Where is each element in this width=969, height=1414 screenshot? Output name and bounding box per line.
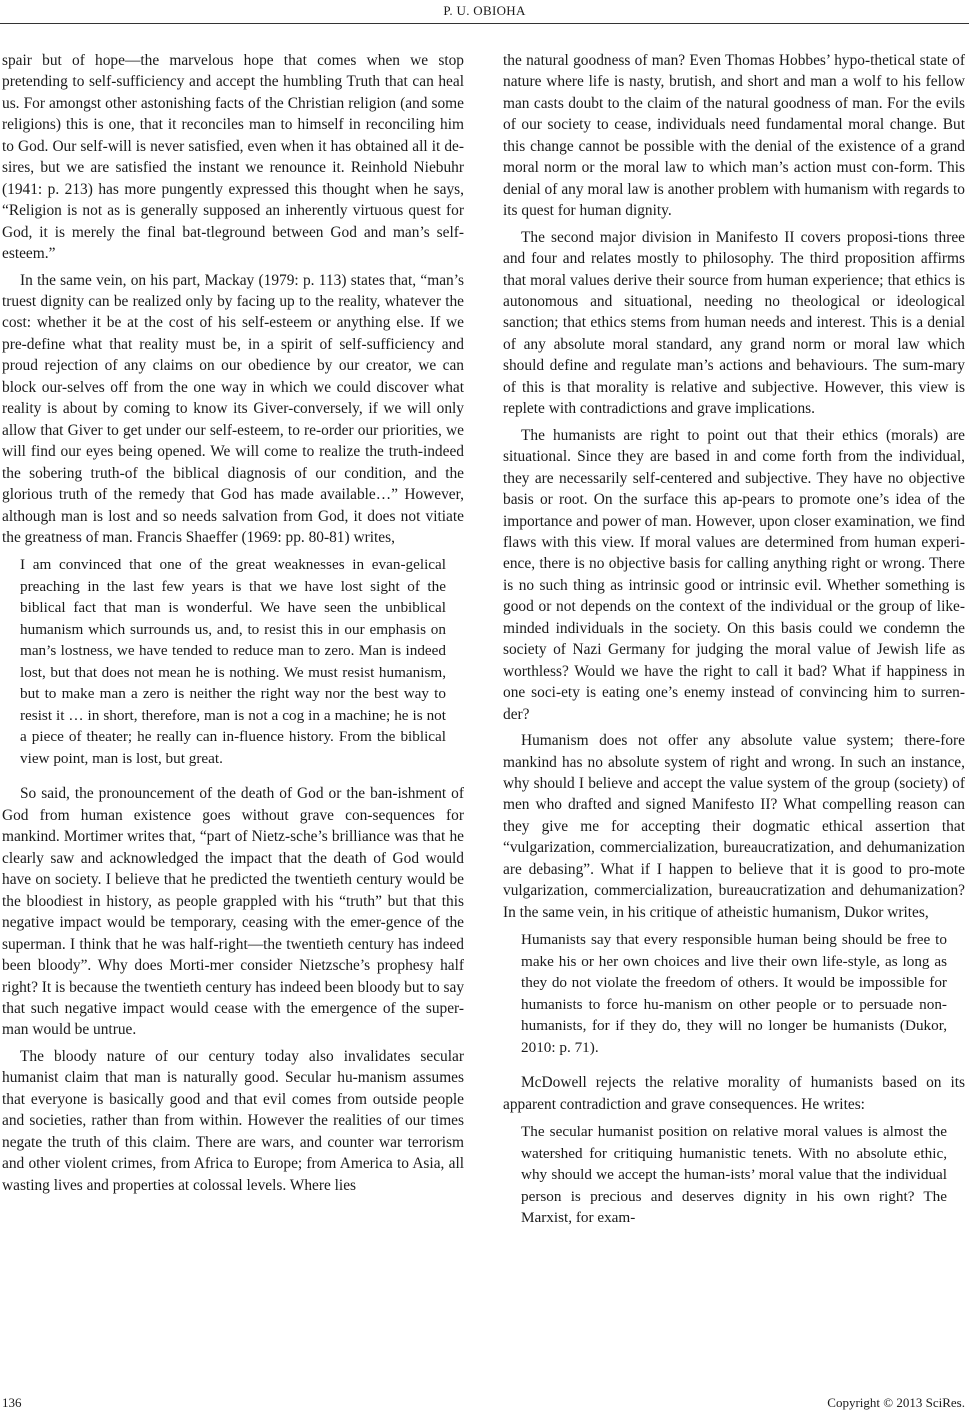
paragraph: So said, the pronouncement of the death of God or the ban-ishment of God from human existence goes without grave con-sequences for mankind. Mortimer writes that, “part of Nietz-sche’s brilliance was that he clearly saw and acknowledged the impact that the death of God would have on society. I believe that he predicted the twentieth century would be the bloodiest in history, as people grappled with his “truth” but that this negative impact would be temporary, ceasing with the emer-gence of the superman. I think that he was half-right—the twentieth century has indeed been bloody”. Why does Morti-mer consider Nietzsche’s prophesy half right? It is because the twentieth century has indeed been bloody but to say that such negative impact would cease with the emergence of the super-man would be untrue. xyxy=(2,785,465,1039)
paragraph: the natural goodness of man? Even Thomas Hobbes’ hypo-thetical state of nature where life is nasty, brutish, and short and man a wolf to his fellow man casts doubt to the claim of the natural goodness of man. For the evils of our society to cease, individuals need fundamental moral change. But this change cannot be possible with the denial of the existence of a grand moral norm or the moral law to which man’s action must con-form. This denial of any moral law is another problem with humanism with regards to its quest for human dignity. xyxy=(503,52,965,220)
paragraph: The second major division in Manifesto II covers proposi-tions three and four and relates mostly to philosophy. The third proposition affirms that moral values derive their source from human experience; that ethics is autonomous and situational, needing no theological or ideological sanction; that ethics stems from human needs and interest. This is a denial of any absolute moral standard, any grand norm or moral law which should define and regulate man’s actions and behaviours. The sum-mary of this is that morality is relative and subjective. However, this view is replete with contradictions and grave implications. xyxy=(503,228,965,418)
header-rule xyxy=(0,23,969,24)
running-head: P. U. OBIOHA xyxy=(443,3,526,18)
block-quote: I am convinced that one of the great weaknesses in evan-gelical preaching in the last few years is that we have lost sight of the biblical fact that man is wonderful. We have seen the unbiblical humanism which surrounds us, and, to resist this in our emphasis on man’s lostness, we have tended to reduce man to zero. Man is indeed lost, but that does not mean he is nothing. We must resist humanism, but to make man a zero is neither the right way nor the best way to resist it … in short, therefore, man is not a cog in a machine; he is not a piece of theater; he really can in-fluence history. From the biblical view point, man is lost, but great. xyxy=(20,556,446,767)
paragraph: spair but of hope—the marvelous hope that comes when we stop pretending to self-sufficiency and accept the humbling Truth that can heal us. For amongst other astonishing facts of the Christian religion (and some religions) this is one, that it reconciles man to himself in reconciling him to God. Our self-will is never satisfied, even when it has obtained all it de-sires, but we are satisfied the instant we renounce it. Reinhold Niebuhr (1941: p. 213) has more pungently expressed this thought when he says, “Religion is not as is generally supposed an inherently virtuous quest for God, it is merely the final bat-tleground between God and man’s self-esteem.” xyxy=(2,52,464,263)
copyright-notice: Copyright © 2013 SciRes. xyxy=(827,1395,965,1410)
page-number: 136 xyxy=(2,1395,22,1410)
block-quote: Humanists say that every responsible human being should be free to make his or her own choices and live their own life-style, as long as they do not violate the freedom of others. It would be impossible for humanists to force hu-manism on other people or to persuade non-humanists, for if they do, they will no longer be humanists (Dukor, 2010: p. 71). xyxy=(521,931,947,1056)
right-column xyxy=(503,50,965,1243)
paragraph: In the same vein, on his part, Mackay (1979: p. 113) states that, “man’s truest dignity can be realized only by facing up to the reality, whatever the cost: whether it be at the cost of his self-esteem or anything else. If we pre-define what that reality must be, in a spirit of self-sufficiency and proud rejection of any claims on our obedience by our creator, we can block our-selves off from the one way in which we could discover what reality is about by coming to know its Giver-conversely, if we will only allow that Giver to get under our self-esteem, to re-order our priorities, we will find our eyes being opened. We will come to realize the truth-indeed the sobering truth-of the biblical diagnosis of our condition, and the glorious truth of the remedy that God has made available…” However, although man is lost and so needs salvation from God, it does not vitiate the greatness of man. Francis Shaeffer (1969: pp. 80-81) writes, xyxy=(2,271,464,546)
paragraph: The humanists are right to point out that their ethics (morals) are situational. Since they are based in and come forth from the individual, they are necessarily self-centered and subjective. They have no objective basis or root. On the surface this ap-pears to promote one’s idea of the importance and power of man. However, upon closer examination, we find flaws with this view. If moral values are determined from human experi-ence, there is no objective basis for calling anything right or wrong. There is no such thing as intrinsic good or intrinsic evil. Whether something is good or not depends on the context of the individual or the group of like-minded individuals in the society. On this basis could we condemn the society of Nazi Germany for judging the moral value of Jewish life as worthless? Would we have the right to call it bad? What if happiness in one soci-ety is eating one’s enemy instead of convincing him to surren-der? xyxy=(503,426,965,723)
paragraph: McDowell rejects the relative morality of humanists based on its apparent contradiction and grave consequences. He writes: xyxy=(503,1074,965,1113)
left-column xyxy=(2,50,464,1201)
paragraph: The bloody nature of our century today also invalidates secular humanist claim that man is naturally good. Secular hu-manism assumes that everyone is basically good and that evil comes from outside people and societies, rather than from within. However the realities of our times negate the truth of this claim. There are wars, and counter war terrorism and other violent crimes, from Africa to Europe; from America to Asia, all wasting lives and properties at colossal levels. Where lies xyxy=(2,1047,464,1194)
block-quote: The secular humanist position on relative moral values is almost the watershed for critiquing humanistic tenets. With no absolute ethic, why should we accept the human-ists’ moral value that the individual person is precious and deserves dignity in his own right? The Marxist, for exam- xyxy=(521,1123,947,1227)
paragraph: Humanism does not offer any absolute value system; there-fore mankind has no absolute system of right and wrong. In such an instance, why should I believe and accept the value system of the group (society) of men who drafted and signed Manifesto II? What compelling reason can they give me for accepting their dogmatic ethical assertion that “vulgarization, commercialization, bureaucratization, and dehumanization are debasing”. What if I happen to believe that it is good to pro-mote vulgarization, commercialization, bureaucratization and dehumanization? In the same vein, in his critique of atheistic humanism, Dukor writes, xyxy=(503,732,965,921)
